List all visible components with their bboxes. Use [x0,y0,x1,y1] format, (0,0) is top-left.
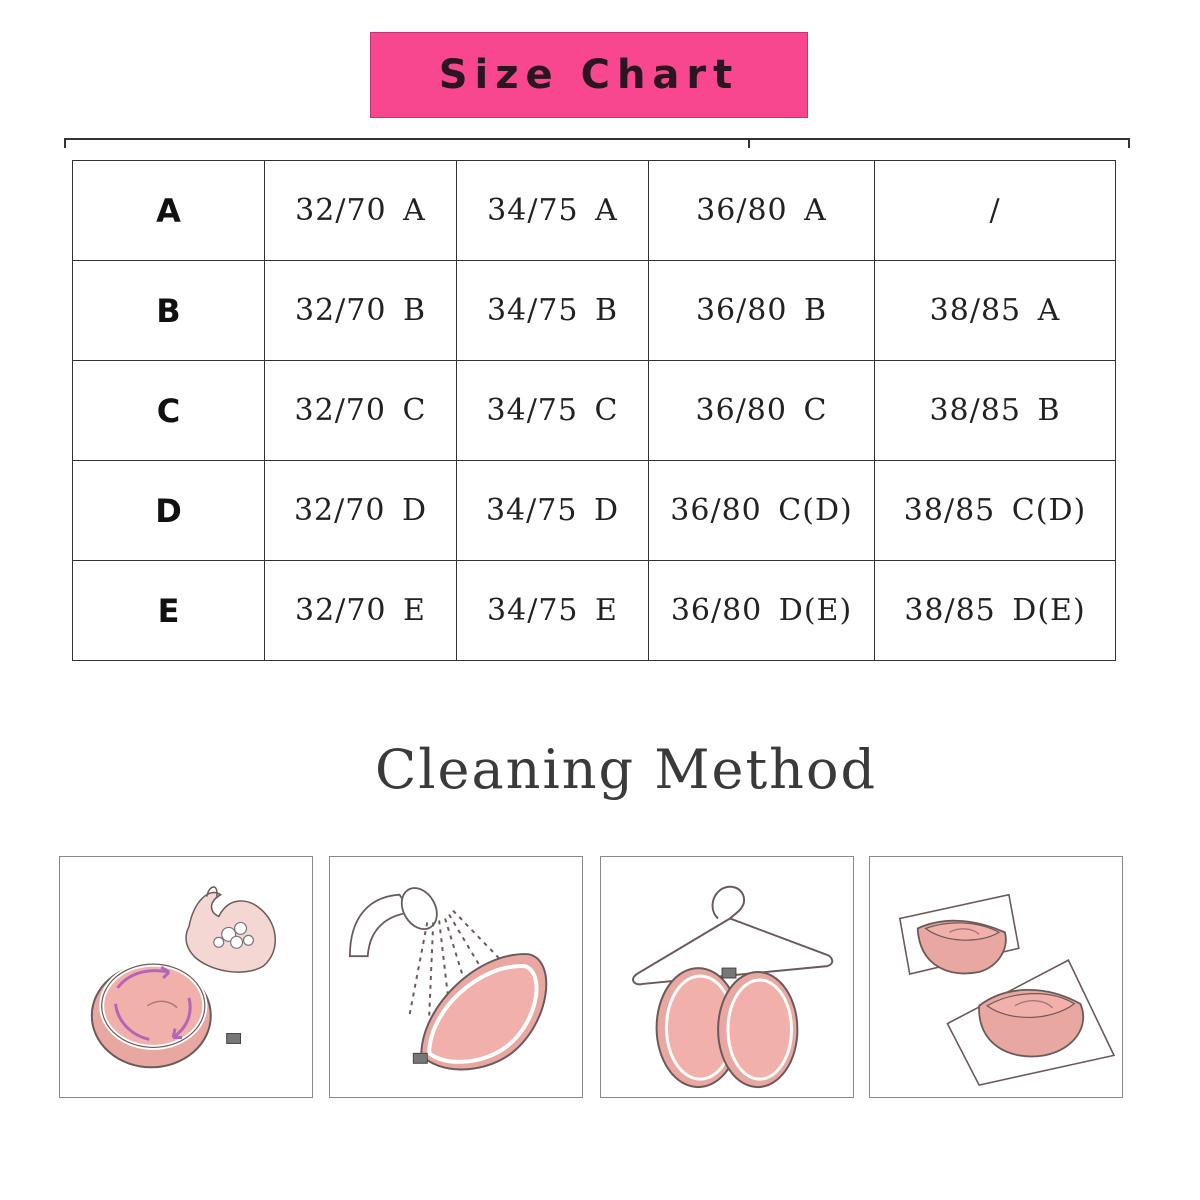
size-cell: 36/80 C(D) [649,461,875,561]
size-cell: 38/85 B [875,361,1116,461]
film-store-panel [869,856,1123,1098]
table-bracket-tick [748,138,750,148]
size-cell: 38/85 A [875,261,1116,361]
table-bracket-line [64,138,1130,148]
row-label: A [73,161,265,261]
size-cell: 32/70 A [265,161,457,261]
row-label: D [73,461,265,561]
row-label: B [73,261,265,361]
size-cell: 36/80 C [649,361,875,461]
hanger-dry-icon [601,857,853,1097]
size-cell: 36/80 D(E) [649,561,875,661]
size-cell: 38/85 D(E) [875,561,1116,661]
size-cell: 34/75 E [457,561,649,661]
size-cell: 36/80 A [649,161,875,261]
hand-wash-panel [59,856,313,1098]
table-row [73,461,1116,561]
size-chart-title: Size Chart [438,52,740,98]
size-chart-banner [370,32,808,118]
shower-rinse-icon [330,857,582,1097]
hand-wash-icon [60,857,312,1097]
size-cell: 32/70 C [265,361,457,461]
size-cell: 38/85 C(D) [875,461,1116,561]
table-row [73,261,1116,361]
shower-rinse-panel [329,856,583,1098]
size-cell: 36/80 B [649,261,875,361]
size-chart-table [72,160,1116,661]
size-cell: 34/75 C [457,361,649,461]
row-label: E [73,561,265,661]
table-row [73,561,1116,661]
size-cell: 32/70 E [265,561,457,661]
size-cell: 34/75 D [457,461,649,561]
size-cell: 32/70 B [265,261,457,361]
hanger-dry-panel [600,856,854,1098]
cleaning-method-title: Cleaning Method [374,738,878,801]
table-row [73,161,1116,261]
row-label: C [73,361,265,461]
size-cell: 34/75 B [457,261,649,361]
size-cell: / [875,161,1116,261]
table-row [73,361,1116,461]
size-cell: 32/70 D [265,461,457,561]
film-store-icon [870,857,1122,1097]
size-cell: 34/75 A [457,161,649,261]
